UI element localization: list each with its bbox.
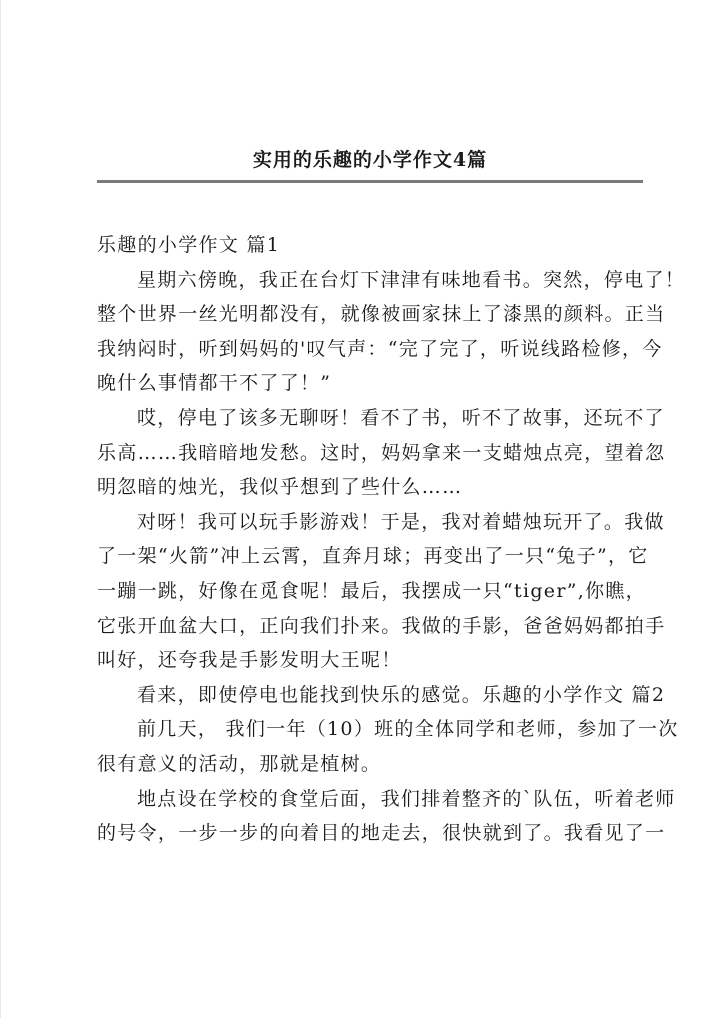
title-underline: [97, 180, 643, 183]
document-title: 实用的乐趣的小学作文4篇: [252, 149, 488, 171]
text-line: 星期六傍晚，我正在台灯下津津有味地看书。突然，停电了！: [137, 268, 686, 291]
text-line: 的号令，一步一步的向着目的地走去，很快就到了。我看见了一: [97, 822, 666, 845]
text-line: 乐趣的小学作文 篇1: [97, 234, 281, 256]
text-line: 整个世界一丝光明都没有，就像被画家抹上了漆黑的颜料。正当: [97, 303, 666, 326]
text-line: 我纳闷时，听到妈妈的'叹气声：“完了完了，听说线路检修，今: [97, 337, 663, 360]
text-line: 了一架“火箭”冲上云霄，直奔月球；再变出了一只“兔子”，它: [97, 545, 649, 568]
text-line: 晚什么事情都干不了了！”: [97, 372, 332, 395]
document-body: [97, 228, 686, 851]
text-line: 乐高……我暗暗地发愁。这时，妈妈拿来一支蜡烛点亮，望着忽: [97, 441, 666, 464]
text-line: 明忽暗的烛光，我似乎想到了些什么……: [97, 476, 463, 499]
text-line: 前几天， 我们一年（10）班的全体同学和老师，参加了一次: [137, 718, 679, 741]
text-line: 很有意义的活动，那就是植树。: [97, 752, 382, 775]
text-line: 看来，即使停电也能找到快乐的感觉。乐趣的小学作文 篇2: [137, 683, 666, 706]
text-line: 对呀！我可以玩手影游戏！于是，我对着蜡烛玩开了。我做: [137, 510, 665, 533]
text-line: 哎，停电了该多无聊呀！看不了书，听不了故事，还玩不了: [137, 406, 665, 429]
text-line: 地点设在学校的食堂后面，我们排着整齐的`队伍，听着老师: [137, 787, 676, 810]
text-line: 叫好，还夸我是手影发明大王呢！: [97, 649, 402, 672]
text-line: 一蹦一跳，好像在觅食呢！最后，我摆成一只“tiger”,你瞧，: [97, 579, 646, 602]
text-line: 它张开血盆大口，正向我们扑来。我做的手影，爸爸妈妈都拍手: [97, 614, 666, 637]
